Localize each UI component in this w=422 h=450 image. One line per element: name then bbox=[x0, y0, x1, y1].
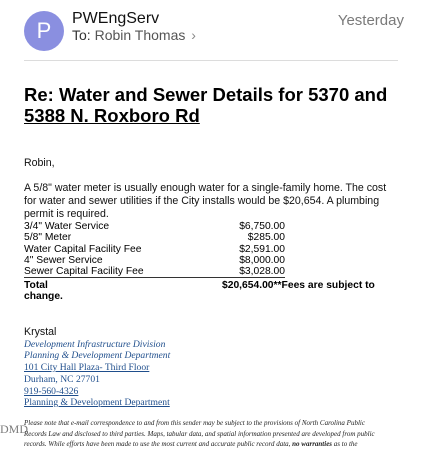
fee-amount: $3,028.00 bbox=[210, 266, 285, 278]
signature-name: Krystal bbox=[24, 326, 57, 338]
fee-row bbox=[24, 266, 285, 278]
signature-division: Development Infrastructure Division bbox=[24, 339, 166, 350]
sender-name[interactable]: PWEngServ bbox=[72, 10, 160, 27]
total-label: Total bbox=[24, 280, 48, 291]
disclaimer-text: records. While efforts have been made to use the most current and accurate public record data, bbox=[24, 440, 291, 448]
fee-name: Sewer Capital Facility Fee bbox=[24, 266, 210, 278]
chevron-right-icon[interactable]: › bbox=[191, 27, 196, 43]
signature-phone-link[interactable]: 919-560-4326 bbox=[24, 386, 79, 397]
disclaimer-line bbox=[24, 439, 406, 450]
fee-amount: $8,000.00 bbox=[239, 254, 285, 266]
disclaimer-emphasis: no warranties bbox=[292, 440, 333, 448]
fee-row bbox=[24, 255, 285, 266]
fee-row bbox=[24, 244, 285, 255]
greeting: Robin, bbox=[24, 157, 55, 169]
signature-department-link[interactable]: Planning & Development Department bbox=[24, 397, 170, 408]
signature-address-link[interactable]: 101 City Hall Plaza- Third Floor bbox=[24, 362, 150, 373]
subject-line-1: Re: Water and Sewer Details for 5370 and bbox=[24, 84, 388, 105]
to-label: To: bbox=[72, 27, 91, 43]
fee-table bbox=[24, 221, 285, 278]
disclaimer-line: Please note that e-mail correspondence to and from this sender may be subject to the provisions of North Carolina Public bbox=[24, 419, 365, 427]
fee-row bbox=[24, 221, 285, 232]
total-note: change. bbox=[24, 291, 63, 302]
total-amount: $20,654.00**Fees are subject to bbox=[222, 280, 375, 291]
watermark: DMD bbox=[0, 422, 29, 436]
fee-amount: $2,591.00 bbox=[239, 243, 285, 255]
header-divider bbox=[24, 60, 398, 61]
recipient-row[interactable] bbox=[72, 27, 196, 43]
legal-disclaimer bbox=[24, 418, 406, 450]
fee-name: 3/4" Water Service bbox=[24, 221, 110, 232]
fee-amount: $285.00 bbox=[247, 232, 285, 244]
body-paragraph: A 5/8" water meter is usually enough water for a single-family home. The cost for water and sewer utilities if the City installs would be $20,654. A plumbing permit is required. bbox=[24, 182, 387, 220]
disclaimer-line: Records Law and disclosed to third parties. Maps, tabular data, and spatial information presented are developed from public bbox=[24, 429, 375, 438]
recipient-name[interactable]: Robin Thomas bbox=[94, 27, 186, 43]
fee-name: 5/8" Meter bbox=[24, 232, 72, 244]
signature-city: Durham, NC 27701 bbox=[24, 374, 100, 385]
fee-name: Water Capital Facility Fee bbox=[24, 243, 142, 255]
sender-avatar[interactable]: P bbox=[24, 11, 64, 51]
fee-amount: $6,750.00 bbox=[239, 221, 285, 232]
subject-address-link[interactable]: 5388 N. Roxboro Rd bbox=[24, 105, 200, 126]
disclaimer-text: as to the bbox=[333, 440, 358, 448]
email-subject bbox=[24, 84, 394, 126]
fee-row bbox=[24, 232, 285, 243]
email-header bbox=[0, 0, 422, 56]
fee-name: 4" Sewer Service bbox=[24, 254, 103, 266]
signature-department: Planning & Development Department bbox=[24, 350, 171, 361]
message-date: Yesterday bbox=[337, 12, 404, 29]
